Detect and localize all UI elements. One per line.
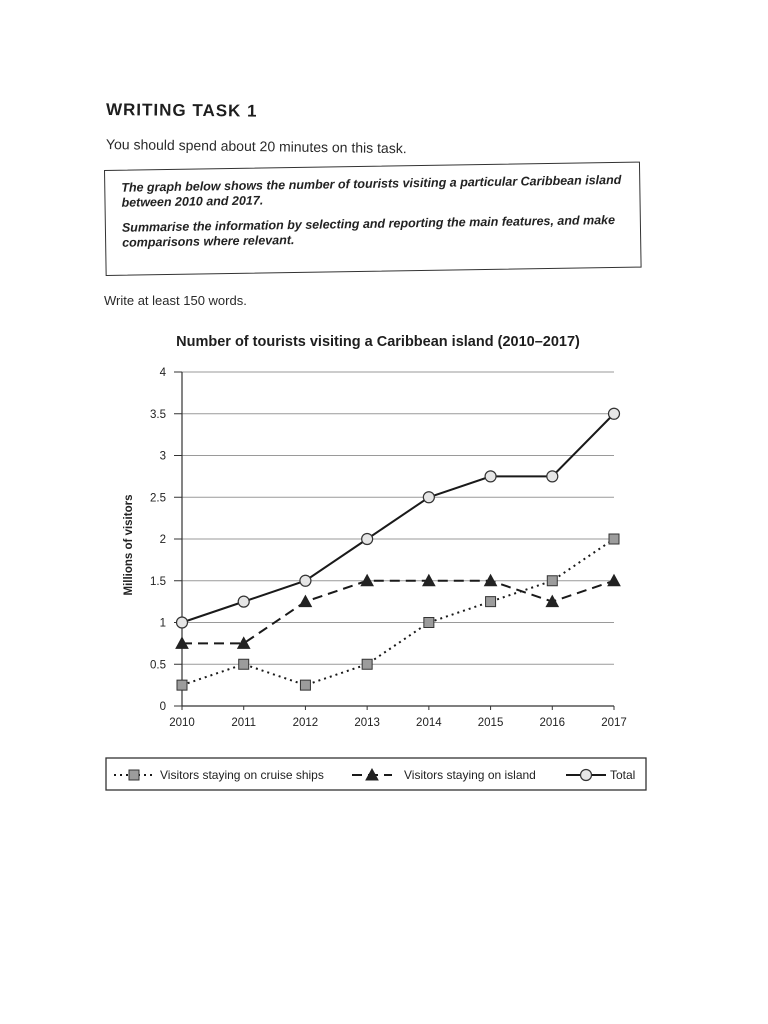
y-tick-label: 3 — [159, 450, 166, 463]
y-tick-label: 0.5 — [150, 659, 166, 672]
y-tick-label: 1 — [159, 617, 166, 630]
data-point — [239, 659, 249, 669]
data-point — [238, 596, 249, 607]
y-tick-label: 2 — [159, 534, 166, 546]
y-tick-label: 1.5 — [150, 575, 166, 588]
series-line — [182, 581, 614, 644]
data-point — [177, 680, 187, 690]
series-line — [182, 414, 614, 623]
task-heading: WRITING TASK 1 — [105, 100, 258, 121]
legend-label: Total — [610, 768, 636, 782]
legend-marker — [581, 770, 592, 781]
x-tick-label: 2017 — [601, 717, 627, 729]
data-point — [424, 618, 434, 628]
data-point — [177, 617, 188, 628]
legend-item — [352, 768, 536, 782]
data-point — [423, 492, 434, 503]
legend-label: Visitors staying on island — [404, 768, 536, 782]
x-tick-label: 2010 — [169, 717, 195, 729]
x-tick-label: 2013 — [354, 717, 380, 729]
x-tick-label: 2015 — [477, 717, 504, 729]
data-point — [300, 575, 311, 586]
legend — [106, 758, 646, 790]
legend-label: Visitors staying on cruise ships — [160, 768, 324, 782]
series-circle — [177, 408, 620, 628]
data-point — [547, 576, 557, 586]
task-description: The graph below shows the number of tourists visiting a particular Caribbean island between 2010 and 2017. — [121, 172, 622, 210]
time-instruction: You should spend about 20 minutes on this task. — [105, 136, 407, 157]
x-tick-label: 2011 — [231, 717, 257, 729]
y-tick-label: 0 — [159, 701, 166, 713]
data-point — [547, 471, 558, 482]
legend-item — [566, 768, 635, 782]
series-square — [177, 534, 619, 690]
y-axis-label: Millions of visitors — [123, 494, 135, 596]
data-point — [609, 534, 619, 544]
word-count-instruction: Write at least 150 words. — [104, 293, 247, 308]
x-tick-label: 2014 — [416, 717, 442, 729]
data-point — [300, 680, 310, 690]
x-tick-label: 2012 — [292, 717, 319, 729]
data-point — [486, 597, 496, 607]
data-point — [362, 534, 373, 545]
legend-item — [114, 768, 324, 782]
y-tick-label: 3.5 — [150, 408, 166, 421]
chart-title: Number of tourists visiting a Caribbean island (2010–2017) — [176, 334, 580, 350]
data-point — [485, 471, 496, 482]
legend-marker — [129, 770, 139, 780]
data-point — [362, 659, 372, 669]
data-point — [299, 596, 311, 607]
task-summary-instruction: Summarise the information by selecting and reporting the main features, and make comparisons where relevant. — [121, 212, 616, 250]
data-point — [609, 408, 620, 419]
y-tick-label: 4 — [159, 367, 166, 379]
x-tick-label: 2016 — [539, 717, 566, 729]
y-tick-label: 2.5 — [150, 492, 166, 505]
